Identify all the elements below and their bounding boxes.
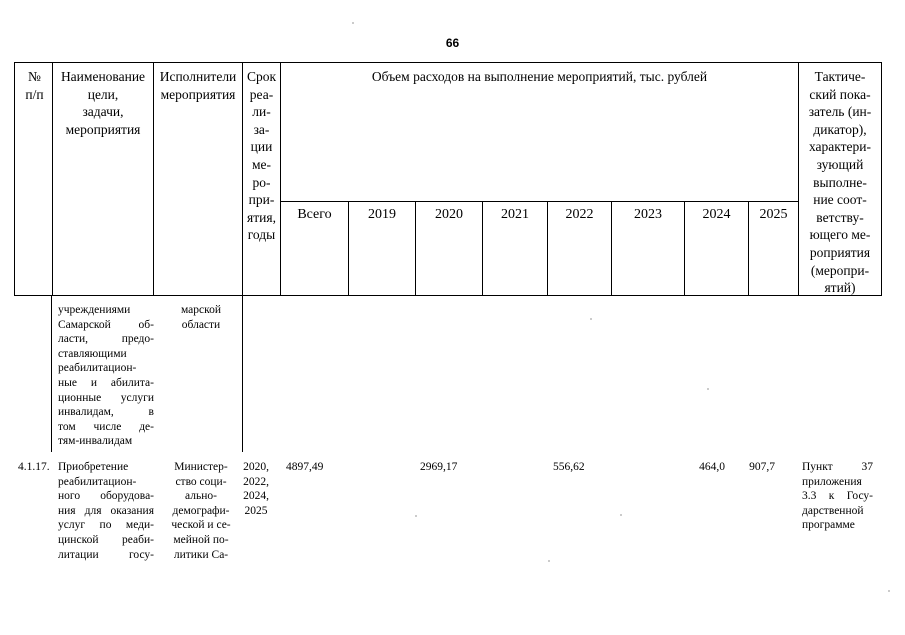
- continuation-name: учреждениями Самарской об- ласти, предо- ставляющими реабилитацион- ные и абилита- ционные услуги инвалидам, в том числе де- тям-инвалидам: [58, 304, 154, 448]
- header-indicator: Тактиче- ский пока- затель (ин- дикатор), характери- зующий выполне- ние соот- ветству- ющего ме- роприятия (меропри- ятий): [808, 69, 872, 296]
- row-number: 4.1.17.: [18, 461, 50, 473]
- column-divider: [280, 63, 281, 295]
- scan-speck: [707, 388, 709, 390]
- continuation-executors: марской области: [180, 304, 222, 331]
- header-number: № п/п: [25, 69, 44, 102]
- row-value-2020: 2969,17: [420, 461, 458, 473]
- page-number: 66: [445, 36, 460, 50]
- header-executors: Исполнители мероприятия: [159, 69, 237, 102]
- scan-speck: [590, 318, 592, 320]
- header-name: Наименование цели, задачи, мероприятия: [60, 69, 146, 137]
- row-years: 2020, 2022, 2024, 2025: [243, 461, 269, 517]
- row-total: 4897,49: [286, 461, 324, 473]
- row-value-2025: 907,7: [749, 461, 775, 473]
- row-value-2024: 464,0: [699, 461, 725, 473]
- header-year: 2024: [702, 207, 731, 222]
- scan-speck: [620, 514, 622, 516]
- scan-speck: [352, 22, 354, 24]
- row-divider: [280, 201, 798, 202]
- header-total: Всего: [297, 207, 332, 222]
- scan-speck: [888, 590, 890, 592]
- row-executors: Министер- ство соци- ально- демографи- ческой и се- мейной по- литики Са-: [171, 461, 231, 561]
- header-year: 2023: [634, 207, 662, 222]
- header-expenses: Объем расходов на выполнение мероприятий, тыс. рублей: [371, 69, 708, 84]
- row-value-2022: 556,62: [553, 461, 585, 473]
- header-year: 2025: [759, 207, 788, 222]
- scan-speck: [415, 515, 417, 517]
- column-divider: [51, 296, 52, 452]
- column-divider: [242, 296, 243, 452]
- header-year: 2021: [501, 207, 529, 222]
- header-term: Срок реа- ли- за- ции ме- ро- при- ятия, годы: [246, 69, 277, 243]
- header-year: 2019: [368, 207, 396, 222]
- header-year: 2022: [565, 207, 594, 222]
- table-header: [14, 62, 882, 296]
- header-year: 2020: [435, 207, 463, 222]
- row-name: Приобретение реабилитацион- ного оборудова- ния для оказания услуг по меди- цинской реаби- литации госу-: [58, 461, 154, 561]
- scan-speck: [548, 560, 550, 562]
- row-indicator: Пункт 37 приложения 3.3 к Госу- дарственной программе: [802, 461, 873, 532]
